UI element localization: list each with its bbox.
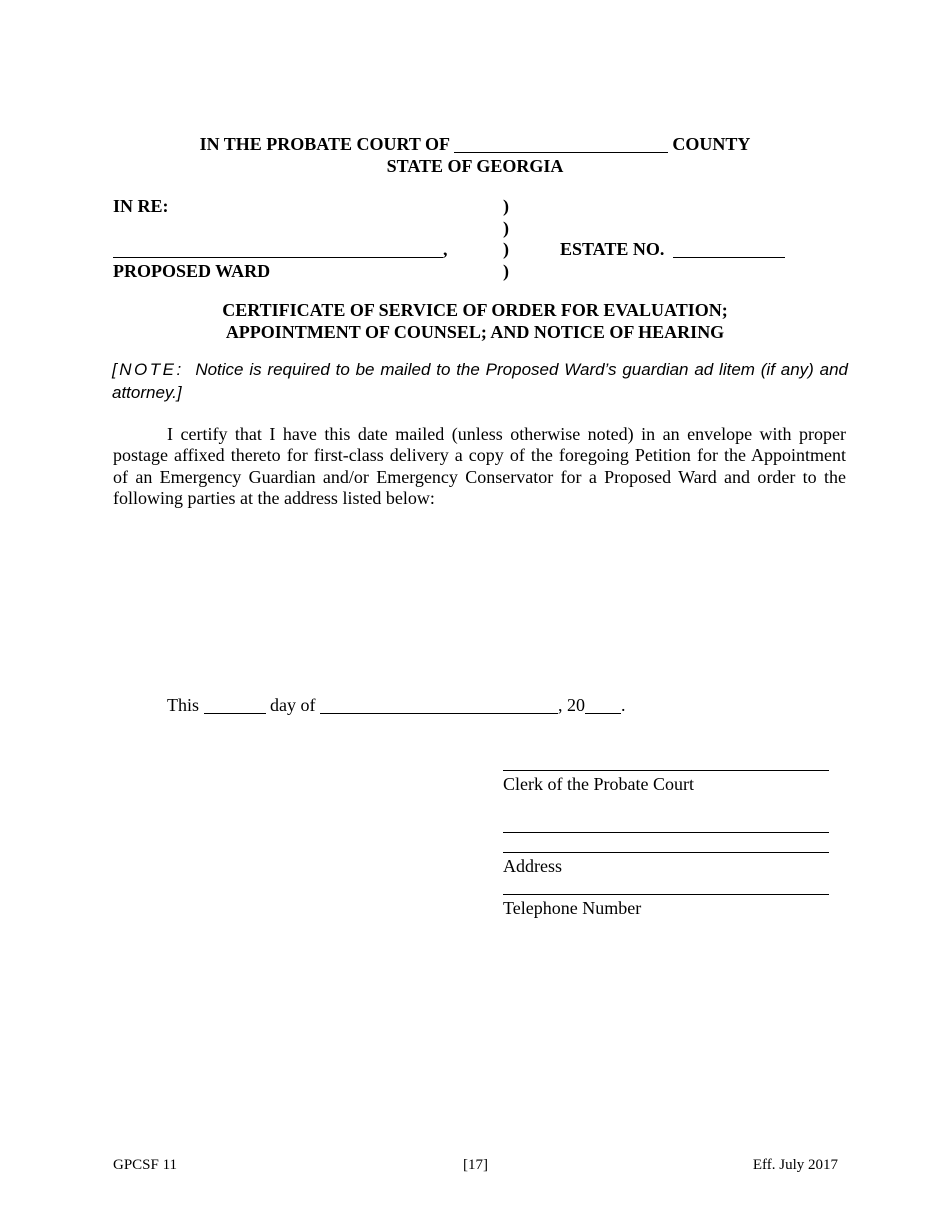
document-title-line1: CERTIFICATE OF SERVICE OF ORDER FOR EVALUATION;	[222, 300, 728, 320]
estate-no-group	[560, 239, 785, 261]
certification-line-2: postage affixed thereto for first-class delivery a copy of the foregoing Petition for the Appointment	[113, 445, 846, 466]
certification-line-4: following parties at the address listed below:	[113, 487, 435, 508]
telephone-label: Telephone Number	[503, 897, 642, 918]
date-day-of-label: day of	[270, 695, 316, 715]
caption-paren: )	[503, 260, 509, 281]
month-blank	[320, 702, 558, 714]
signature-block	[503, 770, 829, 919]
page-footer	[113, 1156, 838, 1174]
note-line2: attorney.]	[112, 383, 182, 402]
caption-row-3	[113, 239, 850, 261]
note-line1-text: Notice is required to be mailed to the Proposed Ward’s guardian ad litem (if any) and	[195, 360, 848, 379]
caption-comma: ,	[443, 239, 448, 260]
date-period: .	[621, 695, 626, 715]
caption-paren: )	[503, 239, 509, 260]
effective-date: Eff. July 2017	[752, 1157, 839, 1173]
day-blank	[204, 702, 266, 714]
note-label: [NOTE:	[112, 360, 184, 379]
note-line1	[112, 358, 848, 381]
date-this-label: This	[167, 695, 200, 715]
year-blank	[585, 702, 621, 714]
ward-name-blank	[113, 246, 443, 258]
document-title	[0, 300, 950, 343]
page-number: [17]	[463, 1157, 488, 1173]
caption-paren: )	[503, 217, 509, 238]
estate-no-label: ESTATE NO.	[560, 239, 665, 260]
certification-line-3: of an Emergency Guardian and/or Emergency Conservator for a Proposed Ward and order to the	[113, 466, 846, 487]
county-name-blank	[454, 141, 668, 153]
address-label: Address	[503, 855, 562, 876]
in-re-label: IN RE:	[113, 196, 169, 216]
certification-paragraph	[113, 424, 846, 509]
county-label: COUNTY	[672, 134, 751, 154]
estate-no-blank	[673, 246, 785, 258]
date-year-prefix: , 20	[558, 695, 585, 715]
state-line: STATE OF GEORGIA	[386, 155, 564, 176]
document-title-line2: APPOINTMENT OF COUNSEL; AND NOTICE OF HEARING	[225, 321, 725, 342]
address-line-1	[503, 832, 829, 833]
date-line	[167, 695, 626, 717]
court-name-prefix: IN THE PROBATE COURT OF	[199, 134, 450, 154]
caption-row-2	[113, 218, 850, 240]
court-header	[0, 134, 950, 177]
note-paragraph	[112, 358, 848, 404]
certification-line-1: I certify that I have this date mailed (unless otherwise noted) in an envelope with proper	[167, 424, 846, 444]
proposed-ward-label: PROPOSED WARD	[113, 260, 271, 281]
caption-paren: )	[503, 196, 509, 216]
form-number: GPCSF 11	[113, 1157, 178, 1173]
court-name-line	[0, 134, 950, 156]
caption-row-1	[113, 196, 850, 218]
case-caption	[113, 196, 850, 282]
clerk-label: Clerk of the Probate Court	[503, 774, 694, 794]
caption-row-4	[113, 261, 850, 283]
